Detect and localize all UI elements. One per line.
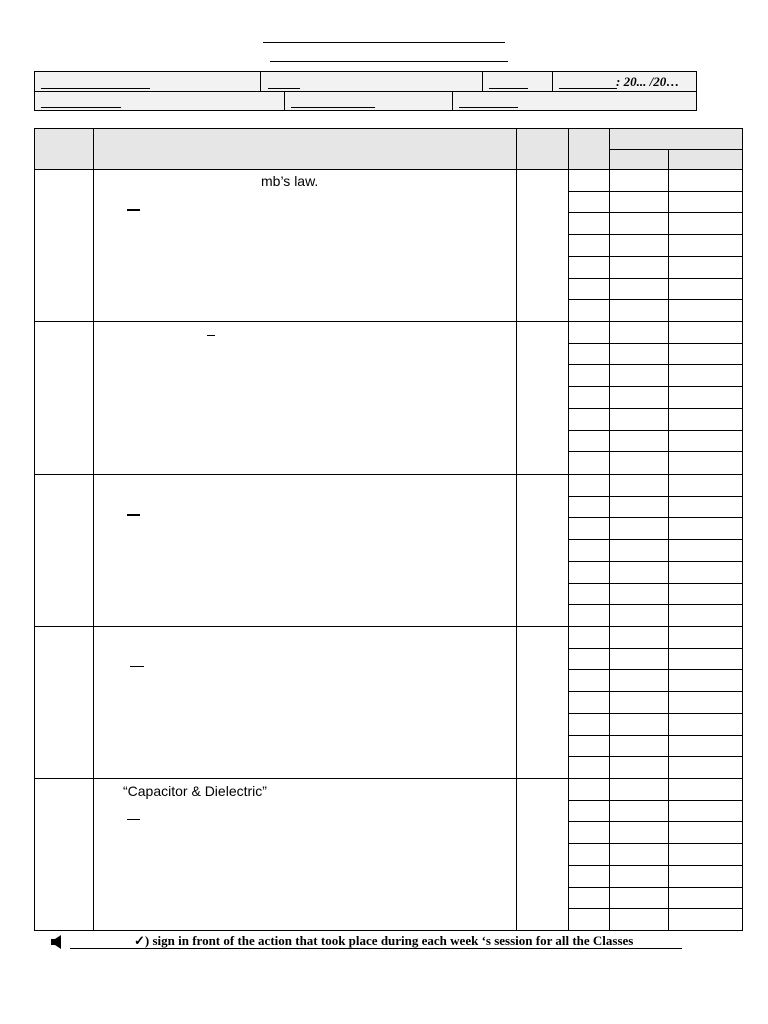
checkbox-row-line <box>568 800 743 801</box>
week-5-topic: “Capacitor & Dielectric” <box>123 783 267 799</box>
week-1-dash <box>127 209 140 211</box>
checkbox-row-line <box>568 234 743 235</box>
checkbox-row-line <box>568 735 743 736</box>
info-blank-field[interactable] <box>559 88 617 89</box>
checkbox-row-line <box>568 669 743 670</box>
checkbox-row-line <box>568 539 743 540</box>
column-divider <box>609 128 610 931</box>
info-divider <box>482 71 483 91</box>
table-header-cell <box>517 129 568 170</box>
checkbox-row-line <box>568 430 743 431</box>
info-divider <box>452 91 453 111</box>
checkbox-row-line <box>568 517 743 518</box>
table-header-cell <box>569 129 609 170</box>
checkbox-row-line <box>568 364 743 365</box>
info-blank-field[interactable] <box>291 107 375 108</box>
title-line-1[interactable] <box>263 42 505 43</box>
checkbox-row-line <box>568 713 743 714</box>
title-line-2[interactable] <box>270 61 508 62</box>
table-header-cell <box>35 129 93 170</box>
info-blank-field[interactable] <box>41 88 150 89</box>
checkbox-row-line <box>568 343 743 344</box>
footer-note: ✓) sign in front of the action that took place during each week ‘s session for all the Classes <box>134 933 634 948</box>
checkbox-row-line <box>568 843 743 844</box>
week-5-dash <box>127 819 140 820</box>
checkbox-row-line <box>568 561 743 562</box>
info-box-divider <box>34 91 697 92</box>
info-blank-field[interactable] <box>41 107 121 108</box>
weekly-plan-table <box>34 128 743 931</box>
checkbox-row-line <box>568 865 743 866</box>
checkbox-row-line <box>568 908 743 909</box>
checkbox-row-line <box>568 299 743 300</box>
week-2-dash <box>207 335 215 336</box>
checkbox-row-line <box>568 691 743 692</box>
header-bottom-line <box>34 169 743 170</box>
header-split-line <box>609 149 743 150</box>
column-divider <box>568 128 569 931</box>
speaker-icon <box>51 935 63 949</box>
checkbox-row-line <box>568 583 743 584</box>
info-divider <box>552 71 553 91</box>
info-blank-field[interactable] <box>268 88 300 89</box>
week-1-topic: mb’s law. <box>261 173 319 189</box>
checkbox-row-line <box>568 386 743 387</box>
info-blank-field[interactable] <box>489 88 528 89</box>
info-divider <box>284 91 285 111</box>
checkbox-row-line <box>568 256 743 257</box>
checkbox-row-line <box>568 821 743 822</box>
checkbox-row-line <box>568 496 743 497</box>
week-separator <box>34 321 743 322</box>
column-divider <box>668 149 669 931</box>
column-divider <box>93 128 94 931</box>
info-blank-field[interactable] <box>459 107 518 108</box>
checkbox-row-line <box>568 604 743 605</box>
checkbox-row-line <box>568 648 743 649</box>
info-divider <box>260 71 261 91</box>
academic-year: : 20... /20… <box>616 74 680 89</box>
checkbox-row-line <box>568 212 743 213</box>
checkbox-row-line <box>568 191 743 192</box>
checkbox-row-line <box>568 756 743 757</box>
week-separator <box>34 474 743 475</box>
checkbox-row-line <box>568 278 743 279</box>
week-separator <box>34 778 743 779</box>
checkbox-row-line <box>568 408 743 409</box>
week-separator <box>34 626 743 627</box>
checkbox-row-line <box>568 887 743 888</box>
week-4-dash <box>130 666 144 667</box>
checkbox-row-line <box>568 451 743 452</box>
column-divider <box>516 128 517 931</box>
table-header-cell <box>94 129 516 170</box>
week-3-dash <box>127 514 140 516</box>
